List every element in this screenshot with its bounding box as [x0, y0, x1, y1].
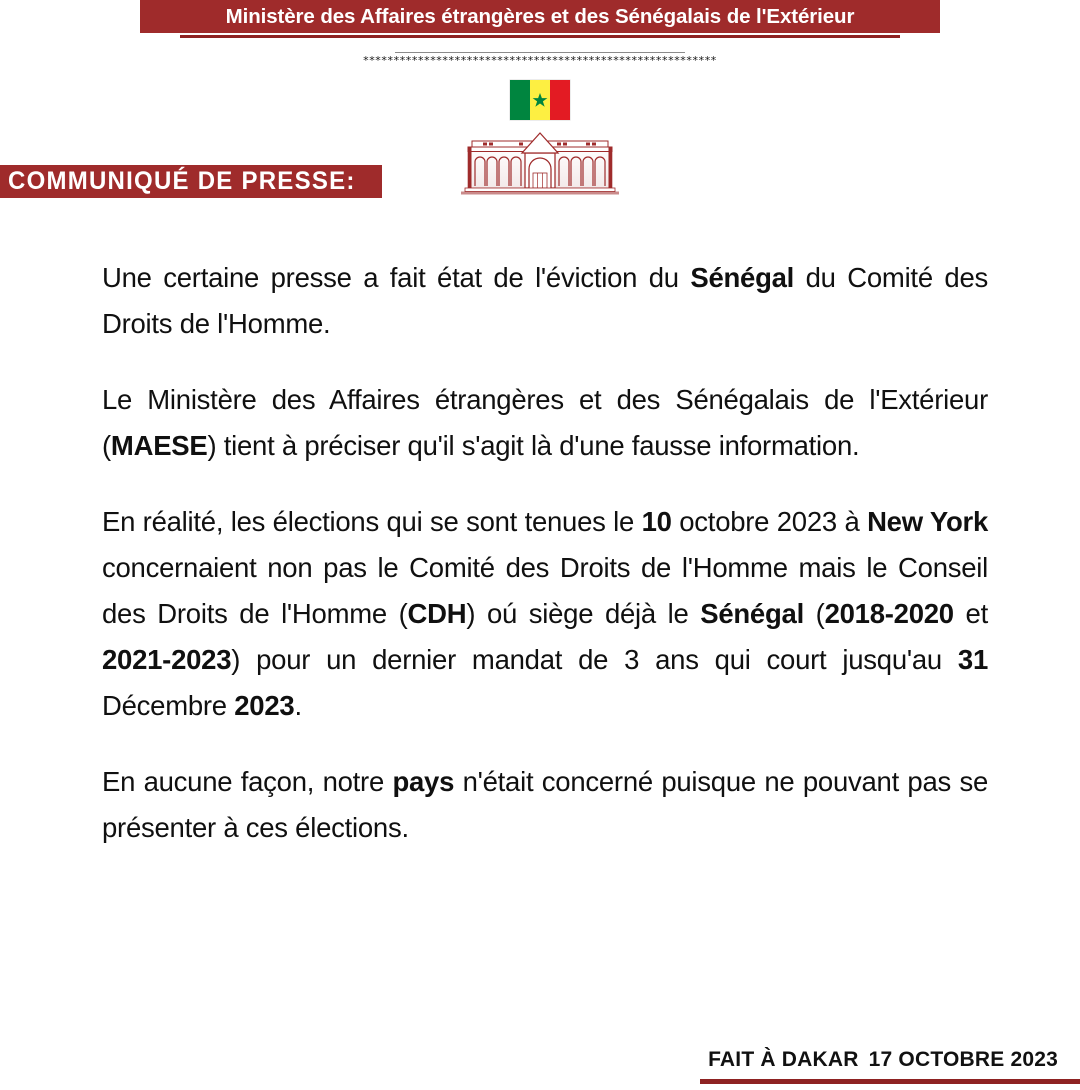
paragraph-4: [102, 759, 988, 851]
flag-band-green: [510, 80, 530, 120]
body-text-run: Une certaine presse a fait état de l'éviction du: [102, 262, 691, 293]
flag-star-icon: [532, 92, 548, 108]
emphasis-text: CDH: [407, 598, 467, 629]
emphasis-text: 2021-2023: [102, 644, 232, 675]
body-text-run: ) oú siège déjà le: [466, 598, 701, 629]
emphasis-text: pays: [392, 766, 455, 797]
paragraph-3: [102, 499, 988, 729]
emphasis-text: 10: [641, 506, 672, 537]
communique-de-presse-band: [0, 165, 382, 198]
document-footer: [0, 1048, 1080, 1072]
emphasis-text: Sénégal: [700, 598, 804, 629]
emphasis-text: 2023: [234, 690, 295, 721]
separator-line: [395, 52, 685, 53]
emphasis-text: 2018-2020: [824, 598, 954, 629]
emphasis-text: 31: [957, 644, 988, 675]
paragraph-2: [102, 377, 988, 469]
footer-date: 17 OCTOBRE 2023: [868, 1048, 1058, 1071]
body-text-run: En réalité, les élections qui se sont tenues le: [102, 506, 642, 537]
senegal-flag-icon: [510, 80, 570, 120]
ministry-title-banner: [140, 0, 940, 33]
ministry-building-icon: [455, 125, 625, 197]
press-release-body: [102, 255, 988, 851]
emphasis-text: New York: [867, 506, 988, 537]
decorative-separator: [0, 52, 1080, 66]
paragraph-1: [102, 255, 988, 347]
emphasis-text: MAESE: [110, 430, 208, 461]
body-text-run: En aucune façon, notre: [102, 766, 393, 797]
emphasis-text: Sénégal: [690, 262, 795, 293]
body-text-run: concernaient non pas le Comité des Droits de l'Homme mais le Conseil des Droits de l'Homme (: [102, 552, 988, 629]
header-rule: [180, 35, 900, 38]
body-text-run: .: [294, 690, 302, 721]
flag-band-red: [550, 80, 570, 120]
body-text-run: ) tient à préciser qu'il s'agit là d'une fausse information.: [207, 430, 860, 461]
body-text-run: octobre 2023 à: [671, 506, 868, 537]
communique-label: COMMUNIQUÉ DE PRESSE:: [8, 167, 356, 195]
separator-dots: **********************************************************: [363, 54, 717, 67]
body-text-run: du Comité des Droits de l'Homme.: [102, 262, 988, 339]
body-text-run: ) pour un dernier mandat de 3 ans qui court jusqu'au: [231, 644, 958, 675]
body-text-run: et: [953, 598, 988, 629]
body-text-run: (: [803, 598, 825, 629]
footer-place: FAIT À DAKAR: [708, 1048, 859, 1071]
footer-dateline: [0, 1048, 1080, 1072]
footer-rule: [700, 1079, 1080, 1084]
body-text-run: n'était concerné puisque ne pouvant pas se présenter à ces élections.: [102, 766, 988, 843]
body-text-run: Le Ministère des Affaires étrangères et des Sénégalais de l'Extérieur (: [102, 384, 988, 461]
body-text-run: Décembre: [102, 690, 235, 721]
ministry-title: Ministère des Affaires étrangères et des Sénégalais de l'Extérieur: [225, 4, 855, 28]
